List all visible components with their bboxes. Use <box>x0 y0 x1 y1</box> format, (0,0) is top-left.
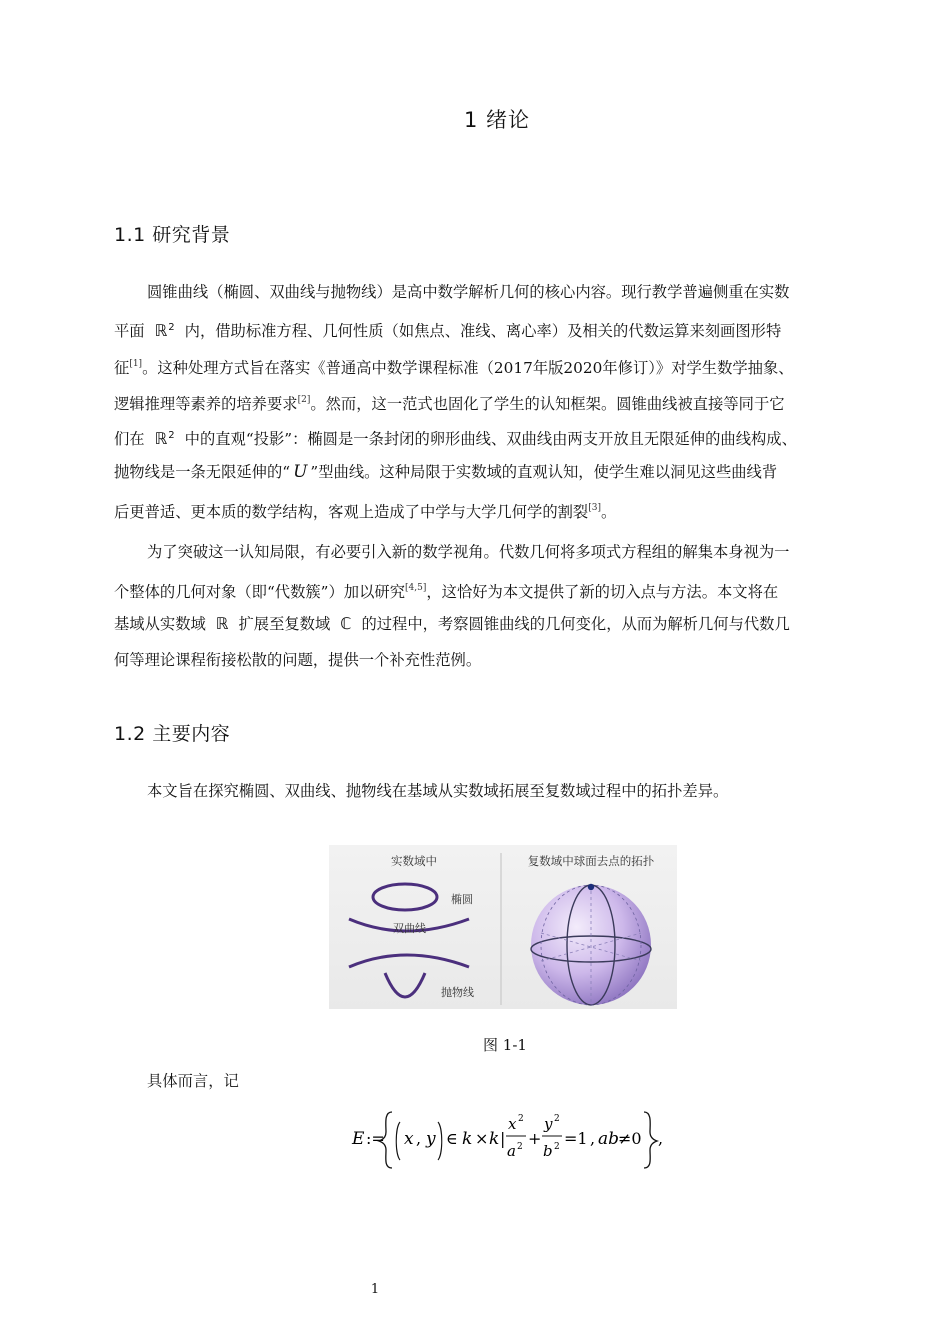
paragraph-line: 征[1]。这种处理方式旨在落实《普通高中数学课程标准（2017年版2020年修订）》对学生数学抽象、 <box>114 359 794 377</box>
figure-right-title: 复数域中球面去点的拓扑 <box>527 854 655 868</box>
section-title-main-content: 1.2 主要内容 <box>114 723 231 745</box>
main-content-intro: 本文旨在探究椭圆、双曲线、抛物线在基域从实数域拓展至复数域过程中的拓扑差异。 <box>147 782 729 800</box>
svg-text:k: k <box>489 1129 500 1149</box>
u-symbol: U <box>293 462 308 482</box>
citation[interactable]: [3] <box>588 503 601 513</box>
paragraph-line: 们在 ℝ$^2$ 中的直观“投影”：椭圆是一条封闭的卵形曲线、双曲线由两支开放且无限延伸的曲线构成、 <box>114 429 797 448</box>
svg-text:x: x <box>404 1129 414 1149</box>
svg-text:=1: =1 <box>564 1129 588 1148</box>
figure-conics-topology <box>329 845 677 1009</box>
svg-text:≠0: ≠0 <box>618 1129 642 1148</box>
lead-text: 具体而言，记 <box>147 1072 239 1090</box>
figure-caption: 图 1-1 <box>483 1036 527 1054</box>
real-plane-symbol: ℝ$^2$ <box>154 321 175 340</box>
paragraph-line: 基域从实数域 ℝ 扩展至复数域 ℂ 的过程中，考察圆锥曲线的几何变化，从而为解析几何与代数几 <box>114 614 790 633</box>
background-paragraph-1 <box>114 274 874 526</box>
paragraph-line: 个整体的几何对象（即“代数簇”）加以研究[4,5]，这恰好为本文提供了新的切入点与方法。本文将在 <box>114 583 779 601</box>
parabola-label: 抛物线 <box>441 986 474 999</box>
svg-text:2: 2 <box>554 1114 560 1124</box>
paragraph-line: 抛物线是一条无限延伸的“ U ”型曲线。这种局限于实数域的直观认知，使学生难以洞见这些曲线背 <box>114 462 778 482</box>
citation[interactable]: [2] <box>297 395 311 405</box>
chapter-title: 1 绪论 <box>463 108 531 132</box>
svg-text:2: 2 <box>518 1114 524 1124</box>
ellipse-label: 椭圆 <box>451 893 473 906</box>
svg-text:|: | <box>500 1129 506 1148</box>
removed-point <box>588 884 594 890</box>
svg-text:2: 2 <box>517 1142 523 1152</box>
svg-text:,: , <box>416 1129 422 1148</box>
svg-text:x: x <box>508 1115 517 1133</box>
svg-text:∈: ∈ <box>446 1129 458 1148</box>
figure-left-title: 实数域中 <box>391 854 437 868</box>
svg-text:k: k <box>462 1129 473 1149</box>
svg-text:,: , <box>590 1129 596 1148</box>
hyperbola-label: 双曲线 <box>393 922 426 935</box>
citation[interactable]: [4,5] <box>405 583 427 593</box>
real-plane-symbol: ℝ$^2$ <box>154 429 175 448</box>
svg-text:,: , <box>658 1129 664 1148</box>
svg-text:×: × <box>475 1129 489 1148</box>
svg-text:2: 2 <box>554 1142 560 1152</box>
svg-text:a: a <box>507 1142 516 1160</box>
svg-text::=: := <box>366 1129 385 1148</box>
paragraph-line: 逻辑推理等素养的培养要求[2]。然而，这一范式也固化了学生的认知框架。圆锥曲线被直接等同于它 <box>114 395 785 413</box>
paragraph-line: 圆锥曲线（椭圆、双曲线与抛物线）是高中数学解析几何的核心内容。现行教学普遍侧重在实数 <box>147 283 790 301</box>
paragraph-line: 为了突破这一认知局限，有必要引入新的数学视角。代数几何将多项式方程组的解集本身视为一 <box>147 543 790 561</box>
paragraph-line: 何等理论课程衔接松散的问题，提供一个补充性范例。 <box>114 651 482 669</box>
svg-text:y: y <box>426 1129 436 1149</box>
citation[interactable]: [1] <box>129 359 143 369</box>
svg-text:y: y <box>544 1115 553 1133</box>
svg-text:b: b <box>543 1142 553 1160</box>
set-definition-formula <box>330 1104 690 1170</box>
background-paragraph-2 <box>114 534 874 678</box>
page-number: 1 <box>370 1282 380 1297</box>
figure-image <box>329 845 677 1009</box>
svg-text:ab: ab <box>598 1129 620 1149</box>
svg-text:+: + <box>528 1129 542 1148</box>
real-field-symbol: ℝ <box>215 614 229 633</box>
paragraph-line: 后更普适、更本质的数学结构，客观上造成了中学与大学几何学的割裂[3]。 <box>114 503 617 521</box>
section-title-background: 1.1 研究背景 <box>114 224 231 246</box>
paragraph-line: 平面 ℝ$^2$ 内，借助标准方程、几何性质（如焦点、准线、离心率）及相关的代数运算来刻画图形特 <box>114 321 782 340</box>
complex-field-symbol: ℂ <box>340 614 352 633</box>
svg-text:E: E <box>352 1129 365 1149</box>
